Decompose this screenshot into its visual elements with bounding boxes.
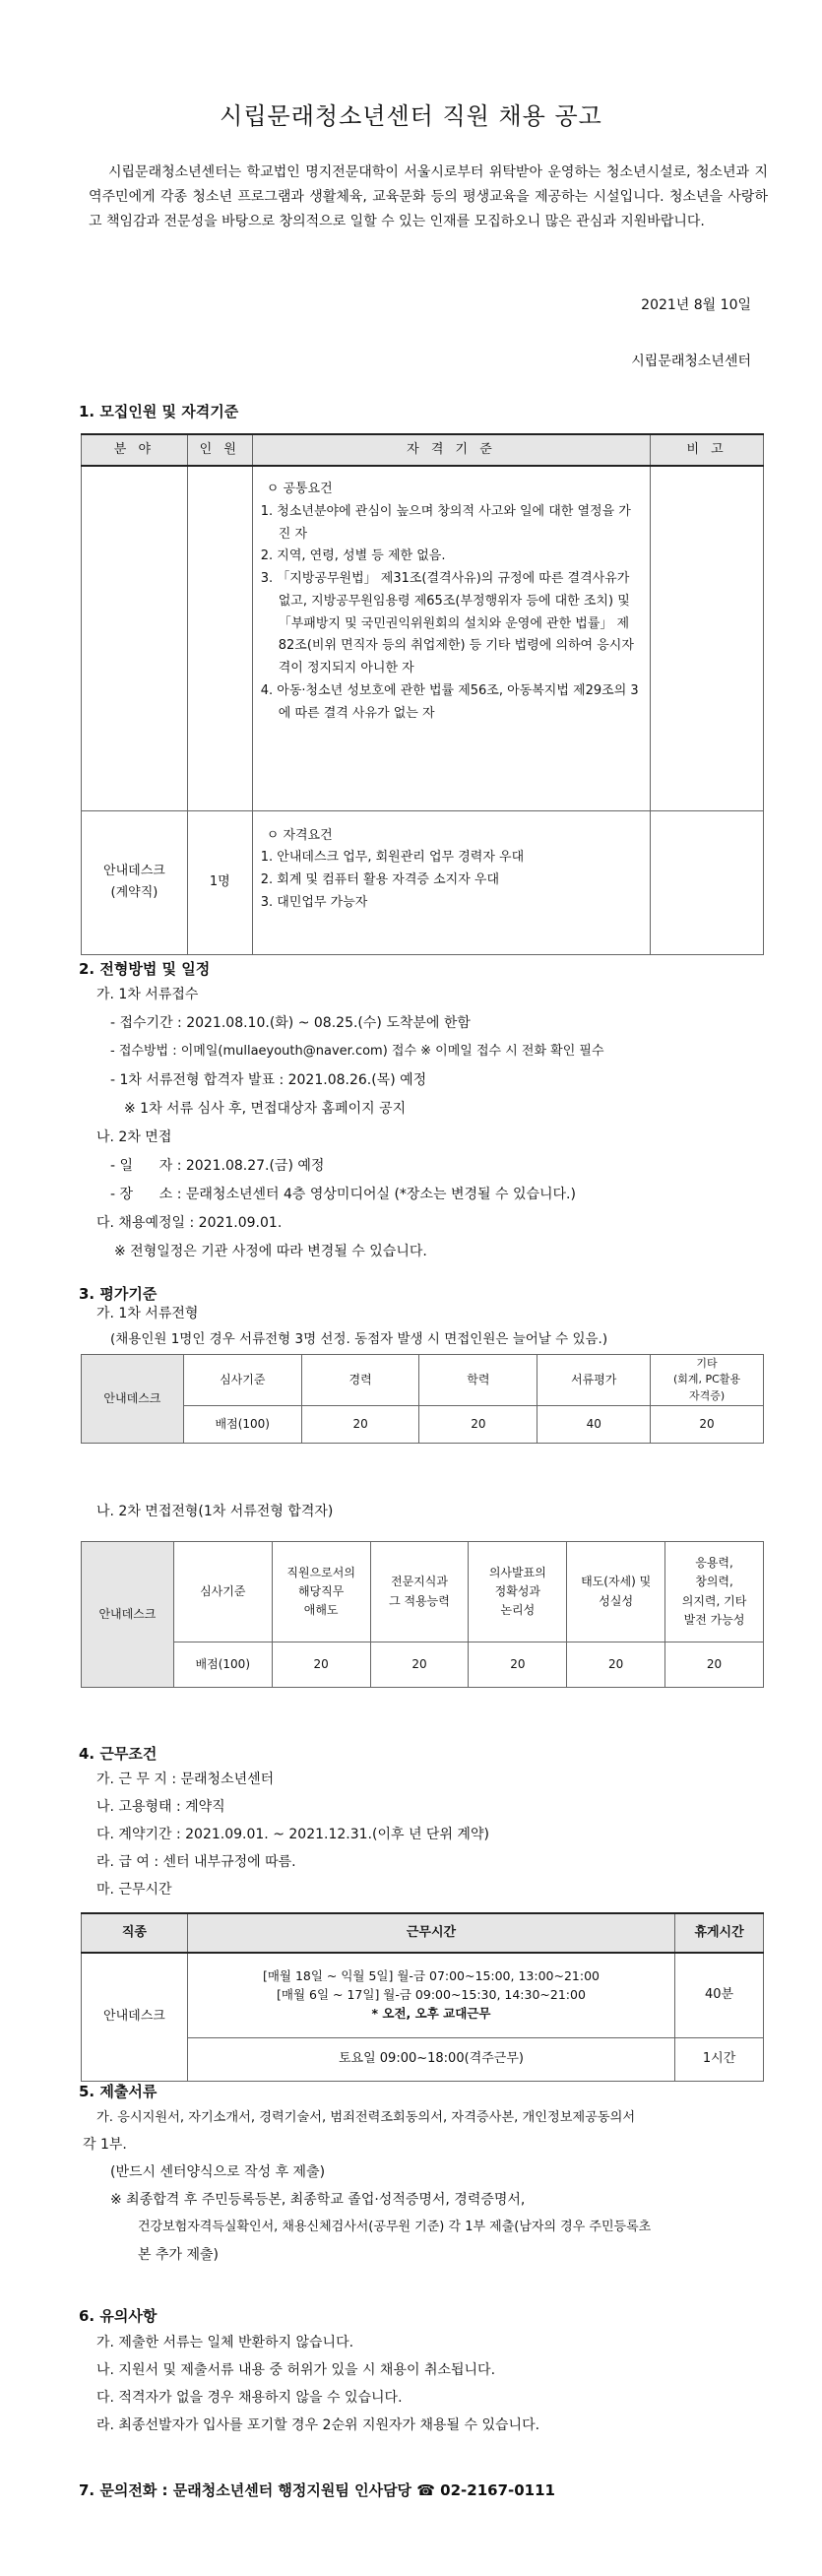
t3-value: 배점(100) [173, 1642, 272, 1688]
s4-e: 마. 근무시간 [96, 1882, 172, 1898]
t2-header: 기타 (회계, PC활용 자격증) [651, 1355, 764, 1406]
t2-field: 안내데스크 [82, 1355, 184, 1444]
common-req-item: 2. 지역, 연령, 성별 등 제한 없음. [260, 548, 446, 564]
s3-a: 가. 1차 서류전형 [96, 1306, 199, 1321]
t3-value: 20 [272, 1642, 370, 1688]
t2-value: 배점(100) [183, 1406, 301, 1444]
col-note-header: 비 고 [651, 434, 764, 466]
info-desk-req-lead: ㅇ 자격요건 [266, 827, 333, 843]
s6-b: 나. 지원서 및 제출서류 내용 중 허위가 있을 시 채용이 취소됩니다. [96, 2362, 496, 2378]
s5-a-cont: 각 1부. [83, 2137, 127, 2153]
t4-weekday-hours [187, 1953, 674, 2037]
organization-name: 시립문래청소년센터 [631, 354, 751, 369]
info-desk-req-item: 2. 회계 및 컴퓨터 활용 자격증 소지자 우대 [260, 872, 500, 887]
t4-header-field: 직종 [82, 1913, 188, 1953]
s6-a: 가. 제출한 서류는 일체 반환하지 않습니다. [96, 2335, 354, 2351]
common-req-item: 3. 「지방공무원법」 제31조(결격사유)의 규정에 따른 결격사유가 없고, 지방공무원임용령 제65조(부정행위자 등에 대한 조치) 및 「부패방지 및 국민권익위원회의 설치와 운영에 관한 법률」 제82조(비위 면직자 등의 취업제한) 등 기타 법령에 의하여 응시자격이 정지되지 아니한 자 [260, 571, 634, 676]
t4-header-break: 휴게시간 [675, 1913, 764, 1953]
t3-header: 의사발표의 정확성과 논리성 [469, 1542, 567, 1642]
t2-value: 40 [537, 1406, 651, 1444]
s6-d: 라. 최종선발자가 입사를 포기할 경우 2순위 지원자가 채용될 수 있습니다. [96, 2417, 540, 2433]
page-title: 시립문래청소년센터 직원 채용 공고 [220, 102, 602, 130]
intro-paragraph: 시립문래청소년센터는 학교법인 명지전문대학이 서울시로부터 위탁받아 운영하는 청소년시설로, 청소년과 지역주민에게 각종 청소년 프로그램과 생활체육, 교육문화 등의 평생교육을 제공하는 시설입니다. 청소년을 사랑하고 책임감과 전문성을 바탕으로 창의적으로 일할 수 있는 인재를 모집하오니 많은 관심과 지원바랍니다. [89, 164, 768, 230]
t3-header: 응용력, 창의력, 의지력, 기타 발전 가능성 [665, 1542, 764, 1642]
s3-b: 나. 2차 면접전형(1차 서류전형 합격자) [96, 1504, 334, 1519]
t4-break-saturday: 1시간 [675, 2037, 764, 2081]
section-4-heading: 4. 근무조건 [79, 1745, 158, 1763]
notice-date: 2021년 8월 10일 [641, 297, 751, 313]
s2-a1: - 접수기간 : 2021.08.10.(화) ~ 08.25.(수) 도착분에 한함 [110, 1015, 471, 1031]
section-2-heading: 2. 전형방법 및 일정 [79, 960, 211, 978]
common-req-item: 1. 청소년분야에 관심이 높으며 창의적 사고와 일에 대한 열정을 가진 자 [260, 503, 631, 542]
t4-hours-line: [매월 6일 ~ 17일] 월-금 09:00~15:30, 14:30~21:00 [277, 1986, 586, 2002]
s4-c: 다. 계약기간 : 2021.09.01. ~ 2021.12.31.(이후 년 단위 계약) [96, 1827, 489, 1842]
s2-b1: - 일 자 : 2021.08.27.(금) 예정 [110, 1158, 325, 1174]
t2-header: 심사기준 [183, 1355, 301, 1406]
t3-header: 태도(자세) 및 성실성 [567, 1542, 665, 1642]
t2-value: 20 [301, 1406, 419, 1444]
s2-c: 다. 채용예정일 : 2021.09.01. [96, 1215, 283, 1231]
info-desk-req-item: 3. 대민업무 가능자 [260, 894, 368, 910]
t3-header: 전문지식과 그 적용능력 [370, 1542, 469, 1642]
section-7-heading: 7. 문의전화 : 문래청소년센터 행정지원팀 인사담당 ☎ 02-2167-0111 [79, 2481, 555, 2499]
common-criteria-cell [252, 466, 650, 810]
t3-value: 20 [665, 1642, 764, 1688]
count-info-desk: 1명 [187, 810, 252, 954]
s6-c: 다. 적격자가 없을 경우 채용하지 않을 수 있습니다. [96, 2390, 403, 2406]
interview-screening-table [81, 1541, 764, 1688]
section-1-heading: 1. 모집인원 및 자격기준 [79, 403, 239, 420]
t3-value: 20 [567, 1642, 665, 1688]
common-req-item: 4. 아동·청소년 성보호에 관한 법률 제56조, 아동복지법 제29조의 3에 따른 결격 사유가 없는 자 [260, 682, 639, 721]
col-count-header: 인 원 [187, 434, 252, 466]
t3-field: 안내데스크 [82, 1542, 174, 1688]
t3-value: 20 [370, 1642, 469, 1688]
info-desk-note [651, 810, 764, 954]
t3-header: 직원으로서의 해당직무 애해도 [272, 1542, 370, 1642]
t2-header: 서류평가 [537, 1355, 651, 1406]
section-5-heading: 5. 제출서류 [79, 2083, 158, 2100]
s2-a4: ※ 1차 서류 심사 후, 면접대상자 홈페이지 공지 [124, 1101, 407, 1117]
common-note-cell [651, 466, 764, 810]
t3-header: 심사기준 [173, 1542, 272, 1642]
t2-header: 경력 [301, 1355, 419, 1406]
document-screening-table [81, 1354, 764, 1444]
s4-d: 라. 급 여 : 센터 내부규정에 따름. [96, 1854, 296, 1870]
t2-value: 20 [419, 1406, 537, 1444]
s2-a3: - 1차 서류전형 합격자 발표 : 2021.08.26.(목) 예정 [110, 1072, 427, 1088]
s5-a2: (반드시 센터양식으로 작성 후 제출) [110, 2164, 326, 2180]
common-count-cell [187, 466, 252, 810]
t2-header: 학력 [419, 1355, 537, 1406]
section-6-heading: 6. 유의사항 [79, 2307, 158, 2325]
common-req-lead: ㅇ 공통요건 [266, 482, 333, 496]
t4-hours-line: [매월 18일 ~ 익월 5일] 월-금 07:00~15:00, 13:00~21:00 [262, 1968, 600, 1984]
s3-a-note: (채용인원 1명인 경우 서류전형 3명 선정. 동점자 발생 시 면접인원은 늘어날 수 있음.) [110, 1331, 608, 1347]
t4-saturday-hours: 토요일 09:00~18:00(격주근무) [187, 2037, 674, 2081]
s4-a: 가. 근 무 지 : 문래청소년센터 [96, 1771, 275, 1787]
col-field-header: 분 야 [82, 434, 188, 466]
t4-shift-note: * 오전, 오후 교대근무 [371, 2005, 491, 2021]
t4-break-weekday: 40분 [675, 1953, 764, 2037]
common-field-cell [82, 466, 188, 810]
col-criteria-header: 자 격 기 준 [252, 434, 650, 466]
s5-n1: ※ 최종합격 후 주민등록등본, 최종학교 졸업·성적증명서, 경력증명서, [110, 2192, 526, 2208]
work-hours-table [81, 1912, 764, 2082]
s2-c1: ※ 전형일정은 기관 사정에 따라 변경될 수 있습니다. [114, 1244, 427, 1259]
qualification-table [81, 433, 764, 955]
t4-field: 안내데스크 [82, 1953, 188, 2081]
field-info-desk: 안내데스크 (계약직) [82, 810, 188, 954]
info-desk-criteria [252, 810, 650, 954]
section-3-heading: 3. 평가기준 [79, 1285, 158, 1303]
s2-a: 가. 1차 서류접수 [96, 987, 199, 1002]
t3-value: 20 [469, 1642, 567, 1688]
t2-value: 20 [651, 1406, 764, 1444]
s2-a2: - 접수방법 : 이메일(mullaeyouth@naver.com) 접수 ※ 이메일 접수 시 전화 확인 필수 [110, 1044, 604, 1059]
s2-b: 나. 2차 면접 [96, 1129, 172, 1145]
s5-n2: 건강보험자격득실확인서, 채용신체검사서(공무원 기준) 각 1부 제출(남자의 경우 주민등록초 [138, 2220, 652, 2234]
t4-header-hours: 근무시간 [187, 1913, 674, 1953]
info-desk-req-item: 1. 안내데스크 업무, 회원관리 업무 경력자 우대 [260, 850, 525, 866]
s4-b: 나. 고용형태 : 계약직 [96, 1799, 225, 1815]
s5-a: 가. 응시지원서, 자기소개서, 경력기술서, 범죄전력조회동의서, 자격증사본, 개인정보제공동의서 [96, 2110, 636, 2125]
s5-n3: 본 추가 제출) [138, 2247, 219, 2263]
s2-b2: - 장 소 : 문래청소년센터 4층 영상미디어실 (*장소는 변경될 수 있습니다.) [110, 1187, 576, 1202]
